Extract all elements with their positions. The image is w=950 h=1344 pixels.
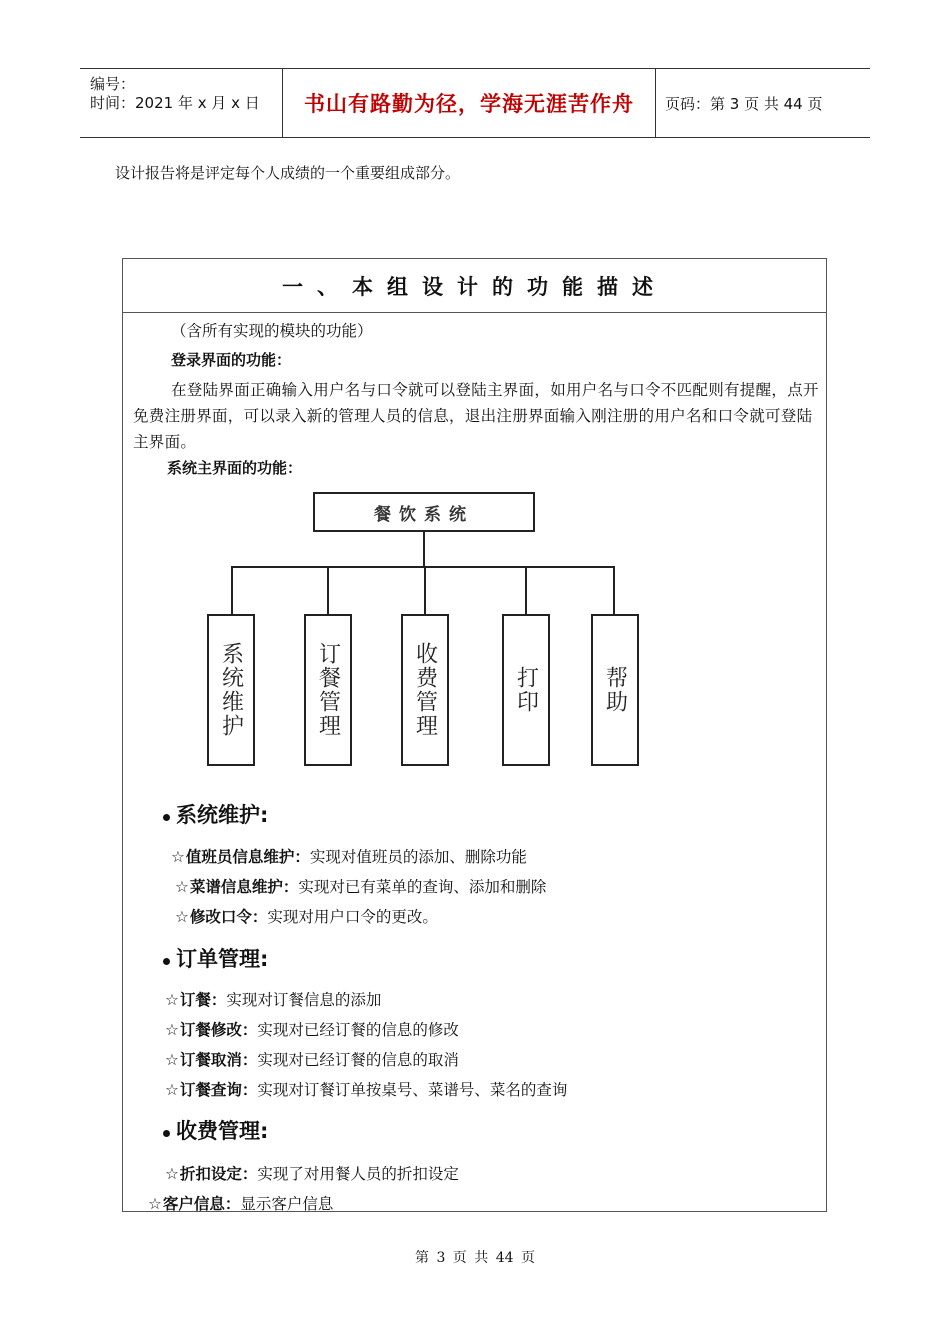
list-item: ☆客户信息：显示客户信息 — [148, 1195, 334, 1213]
list-item: ☆折扣设定：实现了对用餐人员的折扣设定 — [165, 1165, 459, 1183]
bullet-icon — [163, 814, 170, 821]
star-icon: ☆ — [165, 1021, 179, 1039]
list-item: ☆订餐修改：实现对已经订餐的信息的修改 — [165, 1021, 459, 1039]
diagram-node-order-management: 订餐管理 — [304, 614, 352, 766]
connector-line — [327, 566, 329, 614]
list-item: ☆修改口令：实现对用户口令的更改。 — [175, 908, 438, 926]
login-paragraph: 在登陆界面正确输入用户名与口令就可以登陆主界面，如用户名与口令不匹配则有提醒，点开免费注册界面，可以录入新的管理人员的信息，退出注册界面输入刚注册的用户名和口令就可登陆主界面。 — [133, 381, 819, 451]
header-motto: 书山有路勤为径，学海无涯苦作舟 — [282, 69, 656, 137]
connector-line — [424, 566, 426, 614]
group-title: 收费管理: — [176, 1119, 269, 1143]
connector-line — [231, 566, 615, 568]
login-heading: 登录界面的功能： — [171, 351, 292, 369]
diagram-node-system-maintenance: 系统维护 — [207, 614, 255, 766]
star-icon: ☆ — [165, 1051, 179, 1069]
bullet-icon — [163, 958, 170, 965]
group-title: 订单管理: — [176, 947, 269, 971]
main-heading: 系统主界面的功能： — [167, 459, 303, 477]
section-note: （含所有实现的模块的功能） — [171, 322, 373, 340]
diagram-node-print: 打印 — [502, 614, 550, 766]
header-page-info: 页码：第 3 页 共 44 页 — [665, 94, 823, 113]
bullet-icon — [163, 1130, 170, 1137]
header-meta — [80, 69, 282, 137]
intro-text: 设计报告将是评定每个人成绩的一个重要组成部分。 — [115, 164, 461, 182]
diagram-node-help: 帮助 — [591, 614, 639, 766]
star-icon: ☆ — [175, 908, 189, 926]
connector-line — [423, 532, 425, 567]
group-system-maintenance — [163, 799, 268, 829]
connector-line — [613, 566, 615, 614]
group-title: 系统维护: — [176, 803, 269, 827]
diagram-root-node: 餐饮系统 — [313, 492, 535, 532]
star-icon: ☆ — [165, 991, 179, 1009]
connector-line — [525, 566, 527, 614]
star-icon: ☆ — [165, 1165, 179, 1183]
group-billing-management — [163, 1115, 268, 1145]
page-header — [80, 68, 870, 138]
list-item: ☆订餐：实现对订餐信息的添加 — [165, 991, 382, 1009]
list-item: ☆订餐取消：实现对已经订餐的信息的取消 — [165, 1051, 459, 1069]
number-label: 编号： — [90, 75, 136, 93]
list-item: ☆值班员信息维护：实现对值班员的添加、删除功能 — [171, 848, 527, 866]
system-structure-diagram — [195, 488, 645, 770]
page-footer: 第 3 页 共 44 页 — [415, 1250, 535, 1266]
connector-line — [231, 566, 233, 614]
star-icon: ☆ — [148, 1195, 162, 1213]
group-order-management — [163, 943, 268, 973]
list-item: ☆订餐查询：实现对订餐订单按桌号、菜谱号、菜名的查询 — [165, 1081, 568, 1099]
list-item: ☆菜谱信息维护：实现对已有菜单的查询、添加和删除 — [175, 878, 547, 896]
star-icon: ☆ — [171, 848, 185, 866]
star-icon: ☆ — [175, 878, 189, 896]
diagram-node-billing-management: 收费管理 — [401, 614, 449, 766]
date-label: 时间：2021 年 x 月 x 日 — [90, 94, 260, 112]
star-icon: ☆ — [165, 1081, 179, 1099]
section-title: 一、本组设计的功能描述 — [123, 259, 826, 313]
